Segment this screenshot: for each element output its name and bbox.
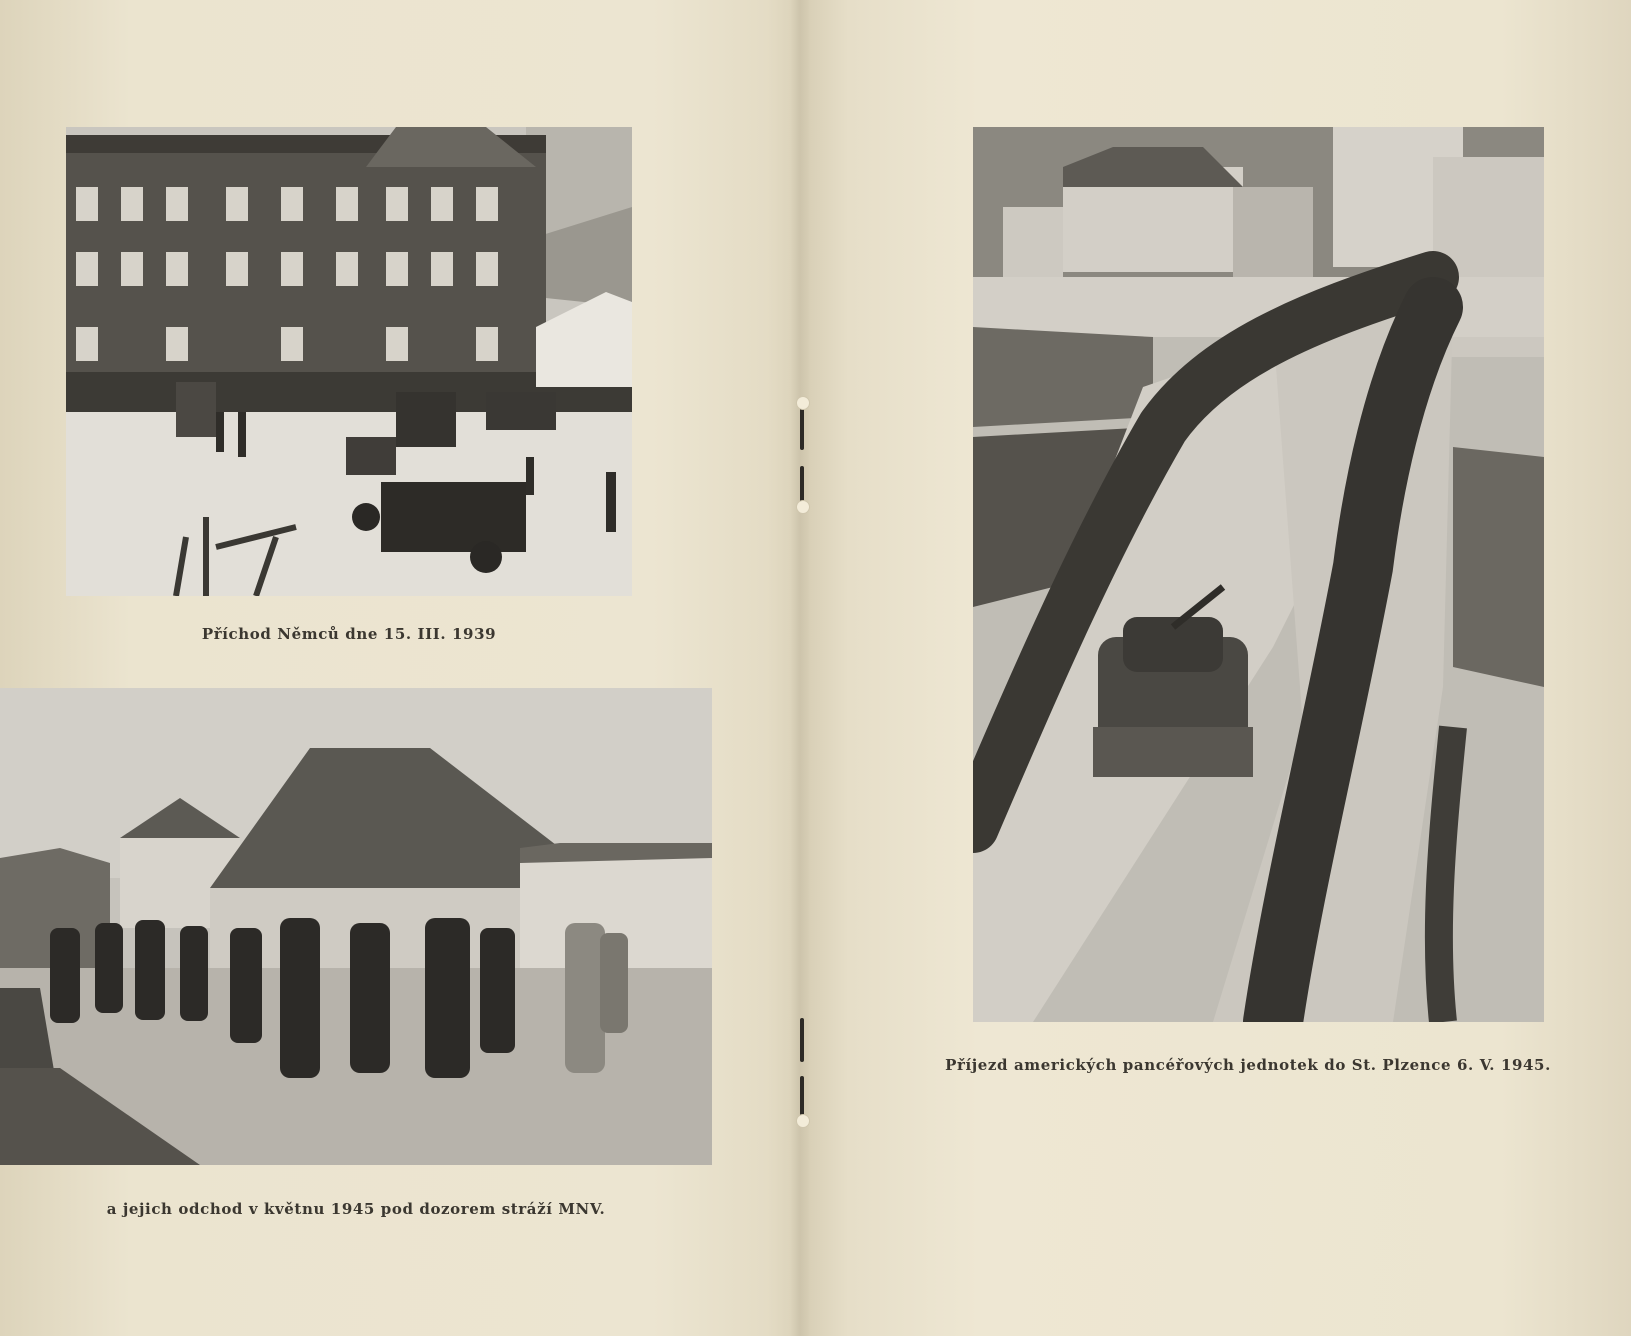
photo-german-departure: [0, 688, 712, 1165]
caption-german-departure: a jejich odchod v květnu 1945 pod dozorem stráží MNV.: [106, 1200, 606, 1218]
photo-german-arrival: [66, 127, 632, 596]
caption-german-arrival: Příchod Němců dne 15. III. 1939: [201, 625, 497, 643]
book-gutter: [790, 0, 810, 1336]
caption-american-arrival: Příjezd amerických pancéřových jednotek do St. Plzence 6. V. 1945.: [945, 1056, 1551, 1074]
binding-knot: [796, 396, 810, 410]
binding-knot: [796, 1114, 810, 1128]
binding-stitch: [800, 466, 804, 504]
binding-stitch: [800, 1076, 804, 1116]
binding-stitch: [800, 1018, 804, 1062]
photo-american-arrival: [973, 127, 1544, 1022]
binding-knot: [796, 500, 810, 514]
